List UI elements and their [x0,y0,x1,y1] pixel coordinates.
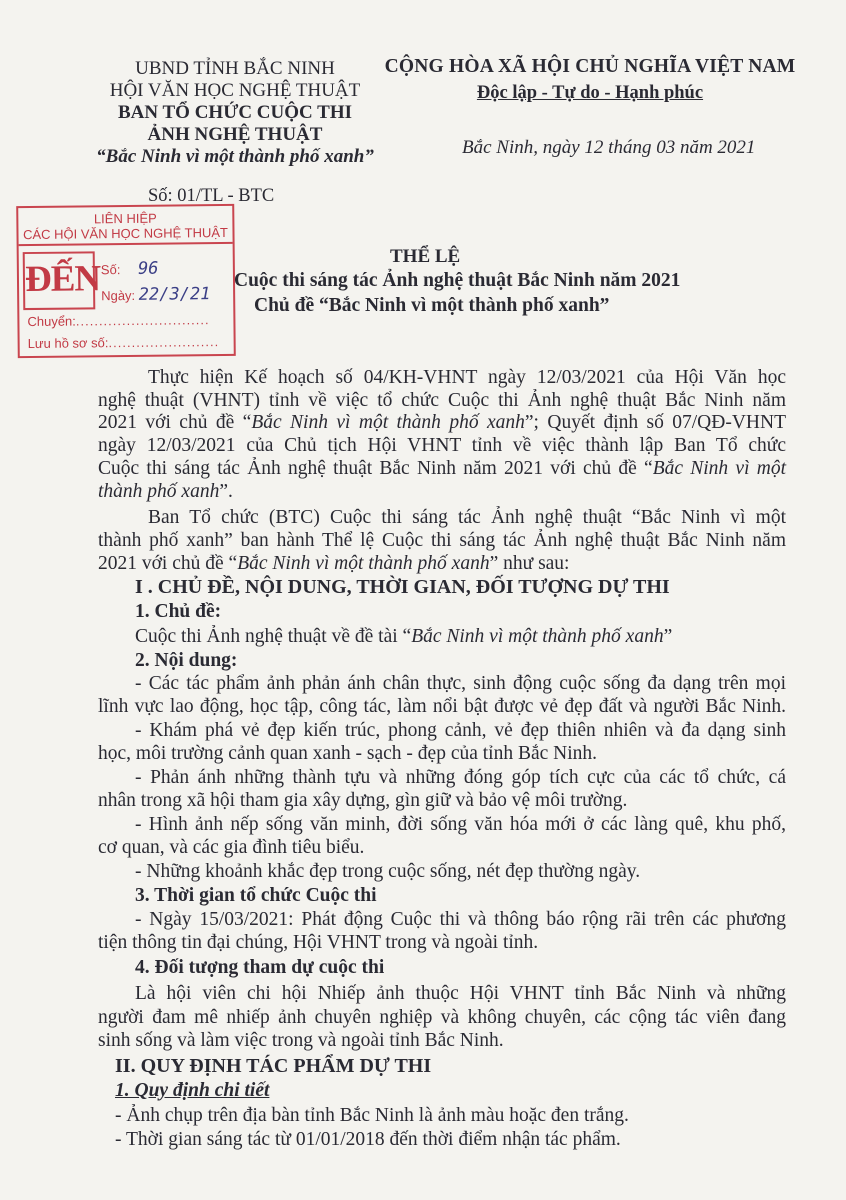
theme-italic: Bắc Ninh vì một thành phố xanh [251,412,525,433]
intro-p1-line-4: ngày 12/03/2021 của Chủ tịch Hội VHNT tỉnh về việc thành lập Ban Tổ chức [98,435,786,456]
section-1-heading: I . CHỦ ĐỀ, NỘI DUNG, THỜI GIAN, ĐỐI TƯỢNG DỰ THI [135,576,670,598]
text-run: ”. [219,481,233,502]
theme-italic: thành phố xanh [98,481,220,502]
time-line-1: - Ngày 15/03/2021: Phát động Cuộc thi và thông báo rộng rãi trên các phương [135,909,786,930]
issuing-organization [60,58,410,168]
section-1-1-text [135,626,785,649]
title-line-1: Cuộc thi sáng tác Ảnh nghệ thuật Bắc Ninh năm 2021 [234,270,681,291]
intro-p1-line-6 [98,481,786,504]
participants-line-3: sinh sống và làm việc trong và ngoài tỉnh Bắc Ninh. [98,1030,504,1051]
theme-italic: Bắc Ninh vì một thành phố xanh [411,626,664,647]
theme-italic: Bắc Ninh vì một thành phố xanh [237,553,490,574]
stamp-ngay-row [101,284,210,305]
section-1-3-heading: 3. Thời gian tổ chức Cuộc thi [135,885,377,906]
section-2-heading: II. QUY ĐỊNH TÁC PHẨM DỰ THI [115,1055,432,1077]
org-line-5: “Bắc Ninh vì một thành phố xanh” [96,146,374,167]
intro-p1-line-3 [98,412,786,435]
participants-line-2: người đam mê nhiếp ảnh chuyên nghiệp và không chuyên, các cộng tác viên đang [98,1007,786,1028]
intro-p2-line-1: Ban Tổ chức (BTC) Cuộc thi sáng tác Ảnh nghệ thuật “Bắc Ninh vì một [148,507,786,528]
stamp-big-word: ĐẾN [23,251,96,310]
text-run: ”; Quyết định số 07/QĐ-VHNT [524,412,786,433]
stamp-so-label: Số: [100,262,121,278]
text-run: Cuộc thi Ảnh nghệ thuật về đề tài “ [135,626,412,647]
intro-p2-line-3 [98,553,786,576]
motto: Độc lập - Tự do - Hạnh phúc [476,83,704,103]
text-run: 2021 với chủ đề “ [98,412,252,433]
content-bullet-1-line-2: lĩnh vực lao động, học tập, công tác, làm nổi bật được vẻ đẹp đất và người Bắc Ninh. [98,696,786,717]
received-stamp [16,204,236,358]
content-bullet-2-line-2: học, môi trường cảnh quan xanh - sạch - đẹp của tỉnh Bắc Ninh. [98,743,598,764]
stamp-org-line-1: LIÊN HIỆP [93,210,157,227]
content-bullet-3-line-2: nhân trong xã hội tham gia xây dựng, gìn giữ và bảo vệ môi trường. [98,790,628,811]
org-line-4: ẢNH NGHỆ THUẬT [147,124,323,145]
text-run: ” như sau: [489,553,570,574]
stamp-ngay-value: 22/3/21 [138,284,211,305]
content-bullet-5: - Những khoảnh khắc đẹp trong cuộc sống, nét đẹp thường ngày. [135,861,641,882]
stamp-luu-label: Lưu hồ sơ số: [27,335,109,352]
text-run: Cuộc thi sáng tác Ảnh nghệ thuật Bắc Ninh năm 2021 với chủ đề “ [98,458,653,479]
intro-p1-line-5 [98,458,786,481]
intro-p2-line-2: thành phố xanh” ban hành Thể lệ Cuộc thi sáng tác Ảnh nghệ thuật Bắc Ninh năm [98,530,786,551]
stamp-header [18,206,232,246]
text-run: 2021 với chủ đề “ [98,553,238,574]
section-1-1-heading: 1. Chủ đề: [135,601,222,622]
stamp-luu-row: Lưu hồ sơ số:........................ [27,334,220,352]
document-title: THỂ LỆ [390,246,461,267]
section-1-4-heading: 4. Đối tượng tham dự cuộc thi [135,957,385,978]
org-line-1: UBND TỈNH BẮC NINH [135,58,335,79]
org-line-2: HỘI VĂN HỌC NGHỆ THUẬT [109,80,361,101]
stamp-so-row [101,259,159,280]
text-run: ” [663,626,673,647]
national-header [380,56,800,104]
theme-italic: Bắc Ninh vì một [652,458,786,479]
stamp-chuyen-label: Chuyển: [27,313,76,330]
org-line-3: BAN TỔ CHỨC CUỘC THI [117,102,352,123]
document-number: Số: 01/TL - BTC [148,186,275,206]
content-bullet-3-line-1: - Phản ánh những thành tựu và những đóng góp tích cực của các tổ chức, cá [135,767,786,788]
content-bullet-4-line-1: - Hình ảnh nếp sống văn minh, đời sống văn hóa mới ở các làng quê, khu phố, [135,814,786,835]
rules-bullet-2: - Thời gian sáng tác từ 01/01/2018 đến thời điểm nhận tác phẩm. [115,1129,621,1150]
date-line: Bắc Ninh, ngày 12 tháng 03 năm 2021 [462,137,756,158]
time-line-2: tiện thông tin đại chúng, Hội VHNT trong và ngoài tỉnh. [98,932,539,953]
intro-p1-line-2: nghệ thuật (VHNT) tỉnh về việc tổ chức Cuộc thi Ảnh nghệ thuật Bắc Ninh năm [98,390,786,411]
title-line-2: Chủ đề “Bắc Ninh vì một thành phố xanh” [254,295,610,316]
participants-line-1: Là hội viên chi hội Nhiếp ảnh thuộc Hội VHNT tỉnh Bắc Ninh và những [135,983,786,1004]
stamp-org-line-2: CÁC HỘI VĂN HỌC NGHỆ THUẬT [22,224,229,243]
stamp-ngay-label: Ngày: [101,287,136,304]
rules-bullet-1: - Ảnh chụp trên địa bàn tỉnh Bắc Ninh là ảnh màu hoặc đen trắng. [115,1105,629,1126]
stamp-so-value: 96 [137,258,159,279]
country-name: CỘNG HÒA XÃ HỘI CHỦ NGHĨA VIỆT NAM [384,56,796,77]
intro-p1-line-1: Thực hiện Kế hoạch số 04/KH-VHNT ngày 12/03/2021 của Hội Văn học [148,367,786,388]
section-2-1-heading: 1. Quy định chi tiết [115,1080,270,1101]
section-1-2-heading: 2. Nội dung: [135,650,238,671]
stamp-chuyen-row: Chuyển:............................. [27,312,210,330]
content-bullet-2-line-1: - Khám phá vẻ đẹp kiến trúc, phong cảnh, vẻ đẹp thiên nhiên và đa dạng sinh [135,720,786,741]
content-bullet-1-line-1: - Các tác phẩm ảnh phản ánh chân thực, sinh động cuộc sống đa dạng trên mọi [135,673,786,694]
content-bullet-4-line-2: cơ quan, và các gia đình tiêu biểu. [98,837,365,858]
